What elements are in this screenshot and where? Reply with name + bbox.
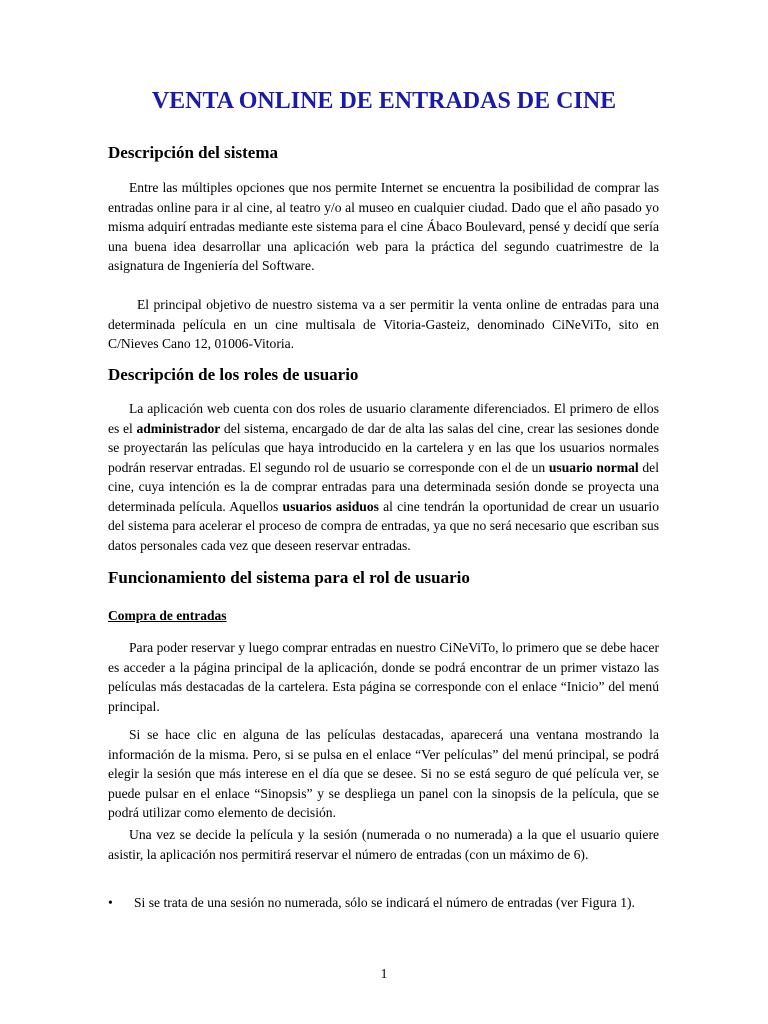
section-heading-roles: Descripción de los roles de usuario bbox=[108, 365, 359, 384]
page-number: 1 bbox=[380, 966, 388, 981]
paragraph-roles-text-c: del sistema, encargado de dar de alta las salas del cine, crear las sesiones donde se proyectarán las películas que haya introducido en la cartelera y en las que los usuarios normales podrán reservar entradas. El segundo rol de usuario se corresponde con el de un bbox=[108, 420, 659, 475]
paragraph-objetivo bbox=[108, 295, 659, 354]
paragraph-roles-text-d: del cine, cuya intención es la de comprar entradas para una determinada sesión donde se proyecta una determinada película. Aquellos bbox=[108, 459, 659, 514]
term-usuario-normal: usuario normal bbox=[548, 459, 639, 475]
subheading-compra-entradas: Compra de entradas bbox=[108, 608, 227, 623]
paragraph-compra-3-text: Una vez se decide la película y la sesión (numerada o no numerada) a la que el usuario quiere asistir, la aplicación nos permitirá reservar el número de entradas (con un máximo de 6). bbox=[108, 827, 659, 862]
term-administrador: administrador bbox=[136, 420, 221, 436]
paragraph-intro-text: Entre las múltiples opciones que nos permite Internet se encuentra la posibilidad de comprar las entradas online para ir al cine, al teatro y/o al museo en cualquier ciudad. Dado que el año pasado yo misma adquirí entradas mediante este sistema para el cine Ábaco Boulevard, pensé y decidí que sería una buena idea desarrollar una aplicación web para la práctica del segundo cuatrimestre de la asignatura de Ingeniería del Software. bbox=[108, 180, 659, 273]
document-title: VENTA ONLINE DE ENTRADAS DE CINE bbox=[151, 88, 617, 114]
paragraph-objetivo-text: El principal objetivo de nuestro sistema va a ser permitir la venta online de entradas para una determinada película en un cine multisala de Vitoria-Gasteiz, denominado CiNeViTo, sito en C/Nieves Cano 12, 01006-Vitoria. bbox=[108, 297, 659, 351]
paragraph-compra-2 bbox=[108, 725, 659, 823]
paragraph-roles-text-e: al cine tendrán la oportunidad de crear un usuario del sistema para acelerar el proceso de compra de entradas, ya que no será necesario que escriban sus datos personales cada vez que deseen reservar entradas. bbox=[108, 498, 659, 553]
paragraph-compra-1-text: Para poder reservar y luego comprar entradas en nuestro CiNeViTo, lo primero que se debe hacer es acceder a la página principal de la aplicación, donde se podrá encontrar de un primer vistazo las películas más destacadas de la cartelera. Esta página se corresponde con el enlace “Inicio” del menú principal. bbox=[108, 640, 659, 714]
paragraph-roles-text-a: La aplicación web cuenta con dos roles de usuario claramente diferenciados. El primero de ellos es el bbox=[108, 401, 659, 436]
bullet-icon: • bbox=[108, 895, 113, 910]
section-heading-funcionamiento: Funcionamiento del sistema para el rol de usuario bbox=[108, 568, 470, 587]
paragraph-compra-2-text: Si se hace clic en alguna de las películas destacadas, aparecerá una ventana mostrando la información de la misma. Pero, si se pulsa en el enlace “Ver películas” del menú principal, se podrá elegir la sesión que más interese en el día que se desee. Si no se está seguro de qué película ver, se puede pulsar en el enlace “Sinopsis” y se despliega un panel con la sinopsis de la película, que se podrá utilizar como elemento de decisión. bbox=[108, 727, 659, 820]
paragraph-intro bbox=[108, 178, 659, 276]
paragraph-compra-1 bbox=[108, 638, 659, 716]
list-item-text: Si se trata de una sesión no numerada, sólo se indicará el número de entradas (ver Figura 1). bbox=[134, 895, 635, 910]
section-heading-descripcion-sistema: Descripción del sistema bbox=[108, 143, 278, 162]
paragraph-roles bbox=[108, 399, 659, 555]
term-usuarios-asiduos: usuarios asiduos bbox=[282, 498, 379, 514]
paragraph-compra-3 bbox=[108, 825, 659, 864]
